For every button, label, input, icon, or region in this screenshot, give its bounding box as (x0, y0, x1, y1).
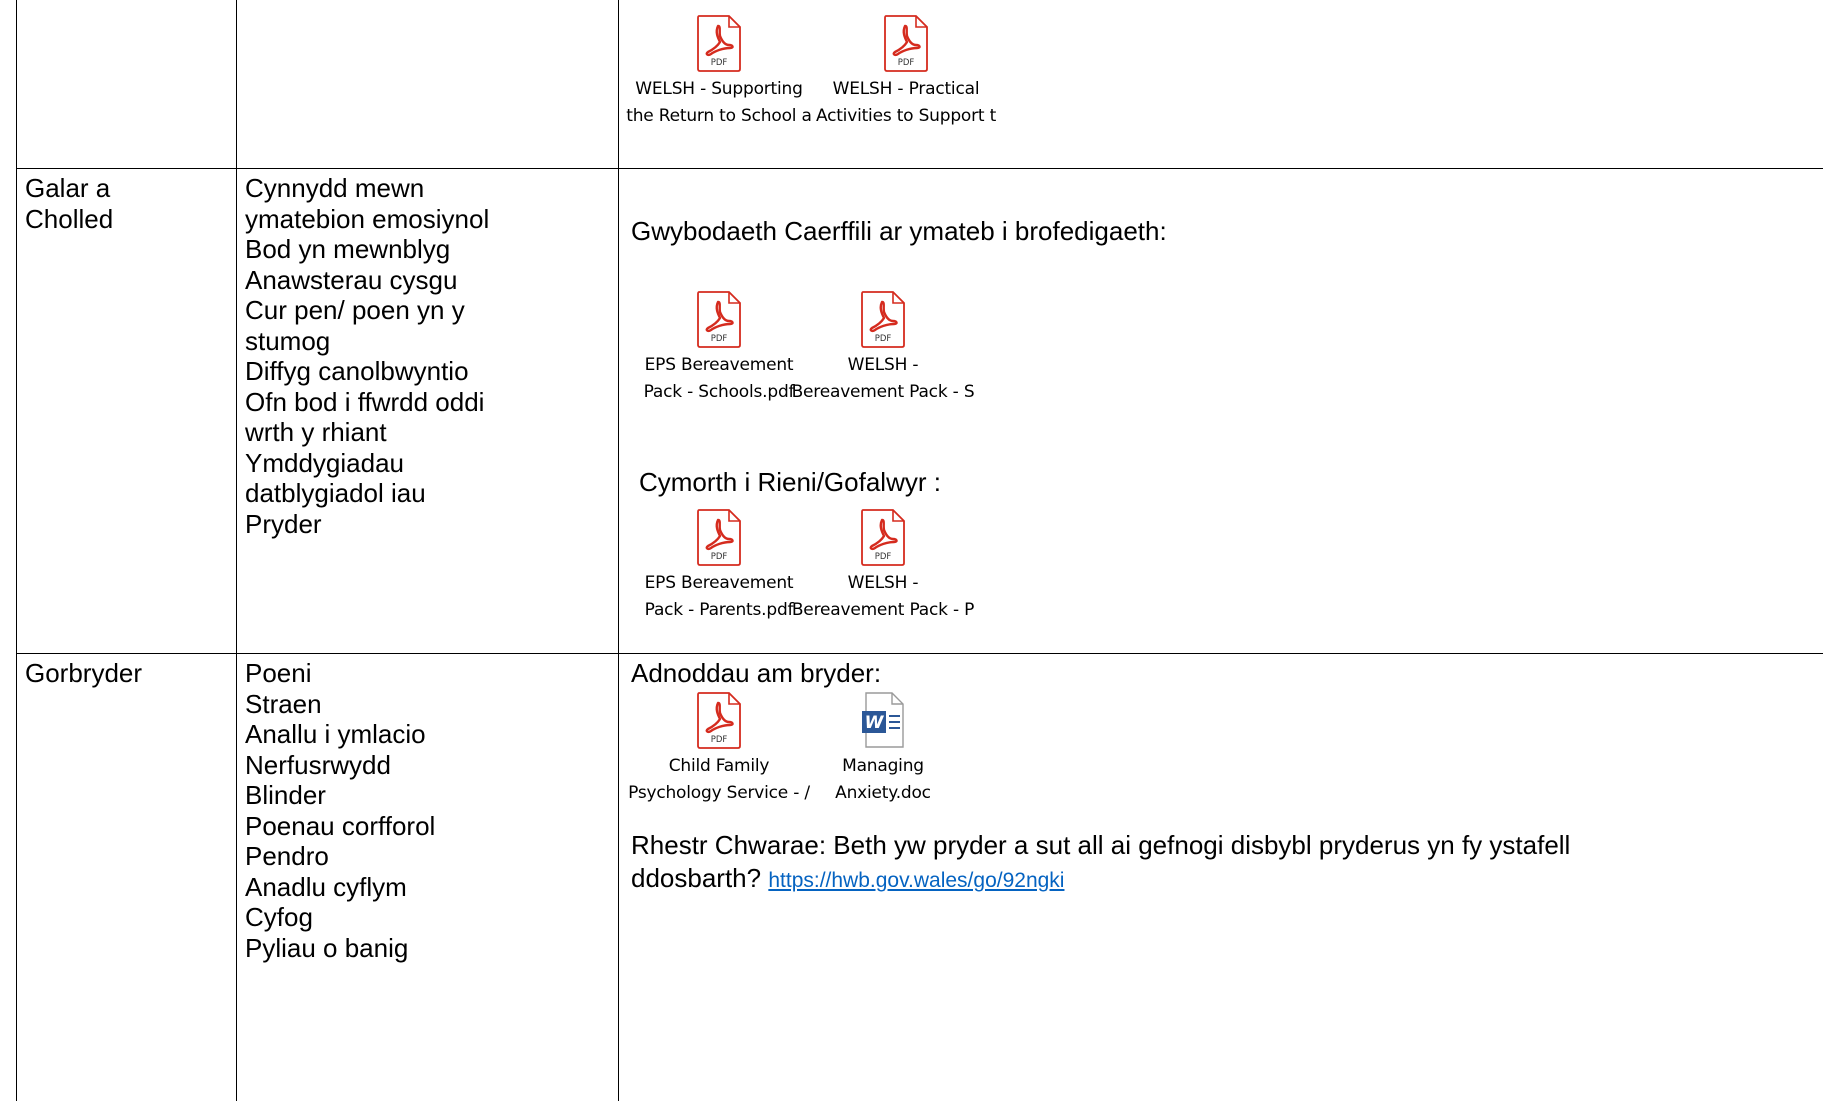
pdf-icon (860, 290, 906, 348)
attachment-eps-schools[interactable]: EPS Bereavement Pack - Schools.pdf (619, 290, 819, 406)
topic-grief-loss: Galar a Cholled (25, 173, 114, 234)
table-row (17, 0, 1823, 169)
row2-topic-cell (17, 169, 237, 654)
row3-topic-cell (17, 654, 237, 1101)
pdf-icon (696, 508, 742, 566)
row2-resources-cell (619, 169, 1823, 654)
playlist-paragraph: Rhestr Chwarae: Beth yw pryder a sut all ai gefnogi disbybl pryderus yn fy ystafell ddosbarth? https://hwb.gov.wales/go/92ngki (631, 830, 1571, 893)
attachment-welsh-schools[interactable]: WELSH - Bereavement Pack - S (783, 290, 983, 406)
pdf-icon (696, 691, 742, 749)
symptoms-table (16, 0, 1823, 1101)
parents-heading: Cymorth i Rieni/Gofalwyr : (639, 467, 941, 497)
pdf-icon (696, 290, 742, 348)
pdf-icon (860, 508, 906, 566)
row2-signs-cell (237, 169, 619, 654)
row1-col1-cell (17, 0, 237, 169)
row3-signs-cell (237, 654, 619, 1101)
topic-anxiety: Gorbryder (25, 658, 143, 688)
pdf-icon (696, 14, 742, 72)
attachment-child-family-psychology[interactable]: Child Family Psychology Service - / (619, 691, 819, 807)
attachment-welsh-parents[interactable]: WELSH - Bereavement Pack - P (783, 508, 983, 624)
attachment-managing-anxiety[interactable]: Managing Anxiety.doc (783, 691, 983, 807)
row1-col2-cell (237, 0, 619, 169)
attachment-supporting-return[interactable]: WELSH - Supporting the Return to School a (619, 14, 819, 130)
row1-resources-cell (619, 0, 1823, 169)
signs-list: Cynnydd mewn ymatebion emosiynol Bod yn mewnblyg Anawsterau cysgu Cur pen/ poen yn y stumog Diffyg canolbwyntio Ofn bod i ffwrdd oddi wrth y rhiant Ymddygiadau datblygiadol iau Pryder (245, 173, 490, 539)
anxiety-resources-heading: Adnoddau am bryder: (631, 658, 882, 688)
bereavement-heading: Gwybodaeth Caerffili ar ymateb i brofedigaeth: (631, 216, 1167, 246)
word-doc-icon (860, 691, 906, 749)
signs-list: Poeni Straen Anallu i ymlacio Nerfusrwydd Blinder Poenau corfforol Pendro Anadlu cyflym Cyfog Pyliau o banig (245, 658, 436, 963)
hwb-link[interactable]: https://hwb.gov.wales/go/92ngki (768, 869, 1065, 892)
row3-resources-cell (619, 654, 1823, 1101)
table-row (17, 654, 1823, 1101)
attachment-eps-parents[interactable]: EPS Bereavement Pack - Parents.pdf (619, 508, 819, 624)
attachment-practical-activities[interactable]: WELSH - Practical Activities to Support t (806, 14, 1006, 130)
pdf-icon (883, 14, 929, 72)
table-row (17, 169, 1823, 654)
